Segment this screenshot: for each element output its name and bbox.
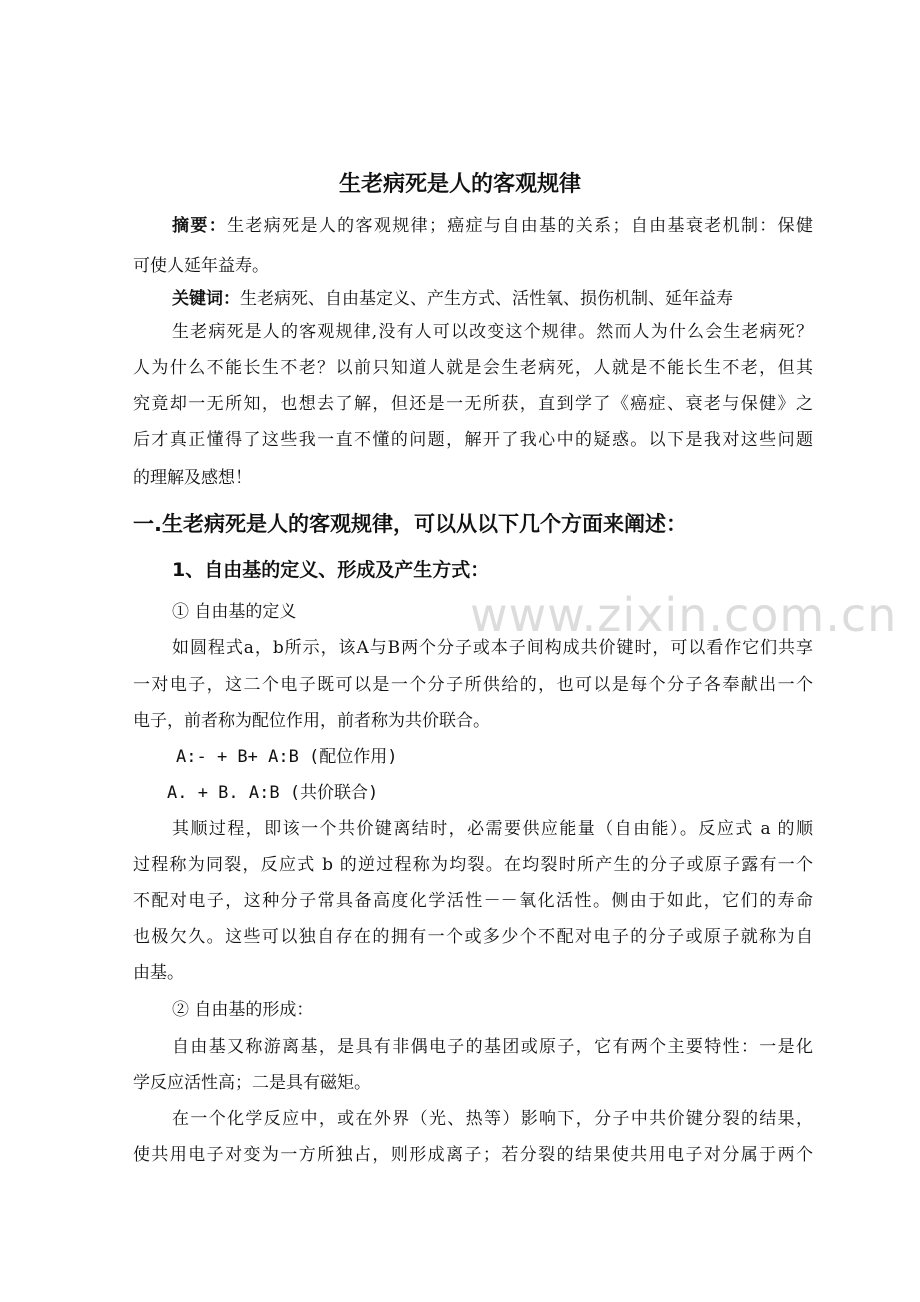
keywords-text: 生老病死、自由基定义、产生方式、活性氧、损伤机制、延年益寿: [240, 289, 733, 309]
process-line-1: 其顺过程，即该一个共价键离结时，必需要供应能量（自由能）。反应式 a 的顺: [172, 819, 813, 839]
intro-line-3: 究竟却一无所知，也想去了解，但还是一无所获，直到学了《癌症、衰老与保健》之: [133, 394, 813, 414]
formation-line-1: 自由基又称游离基，是具有非偶电子的基团或原子，它有两个主要特性：一是化: [172, 1037, 813, 1057]
process-line-4: 也极欠久。这些可以独自存在的拥有一个或多少个不配对电子的分子或原子就称为自: [133, 927, 813, 947]
reaction-line-2: 使共用电子对变为一方所独占，则形成离子；若分裂的结果使共用电子对分属于两个: [133, 1145, 813, 1165]
intro-line-1: 生老病死是人的客观规律,没有人可以改变这个规律。然而人为什么会生老病死？: [172, 322, 813, 342]
definition-line-1: 如圆程式a，b所示，该A与B两个分子或本子间构成共价键时，可以看作它们共享: [172, 638, 813, 658]
abstract-label: 摘要：: [172, 216, 228, 236]
formation-line-2: 学反应活性高；二是具有磁矩。: [133, 1073, 371, 1093]
process-line-5: 由基。: [133, 963, 184, 983]
subsection-1-heading: 1、自由基的定义、形成及产生方式：: [172, 559, 490, 581]
intro-line-5: 的理解及感想！: [133, 468, 252, 488]
definition-line-2: 一对电子，这二个电子既可以是一个分子所供给的，也可以是每个分子各奉献出一个: [133, 675, 813, 695]
item-2-title: ② 自由基的形成：: [172, 1000, 314, 1020]
abstract-line-1: [172, 214, 813, 238]
document-title: 生老病死是人的客观规律: [338, 172, 581, 197]
watermark: www.zixin.com.cn: [470, 588, 898, 642]
reaction-line-1: 在一个化学反应中，或在外界（光、热等）影响下，分子中共价键分裂的结果，: [172, 1109, 813, 1129]
process-line-2: 过程称为同裂，反应式 b 的逆过程称为均裂。在均裂时所产生的分子或原子露有一个: [133, 855, 813, 875]
process-line-3: 不配对电子，这种分子常具备高度化学活性－－氧化活性。侧由于如此，它们的寿命: [133, 891, 813, 911]
item-1-title: ① 自由基的定义: [172, 602, 297, 622]
section-1-heading: 一.生老病死是人的客观规律，可以从以下几个方面来阐述：: [133, 512, 687, 536]
formula-a: A:- + B+ A:B (配位作用): [176, 747, 398, 767]
intro-line-2: 人为什么不能长生不老？以前只知道人就是会生老病死，人就是不能长生不老，但其: [133, 358, 813, 378]
formula-b: A. + B. A:B (共价联合): [167, 783, 379, 803]
keywords-label: 关键词：: [172, 289, 240, 309]
abstract-line-2: 可使人延年益寿。: [133, 256, 269, 276]
abstract-text-1: 生老病死是人的客观规律；癌症与自由基的关系；自由基衰老机制：保健: [227, 216, 813, 236]
keywords-line: [172, 287, 852, 311]
intro-line-4: 后才真正懂得了这些我一直不懂的问题，解开了我心中的疑惑。以下是我对这些问题: [133, 430, 813, 450]
definition-line-3: 电子，前者称为配位作用，前者称为共价联合。: [133, 711, 490, 731]
